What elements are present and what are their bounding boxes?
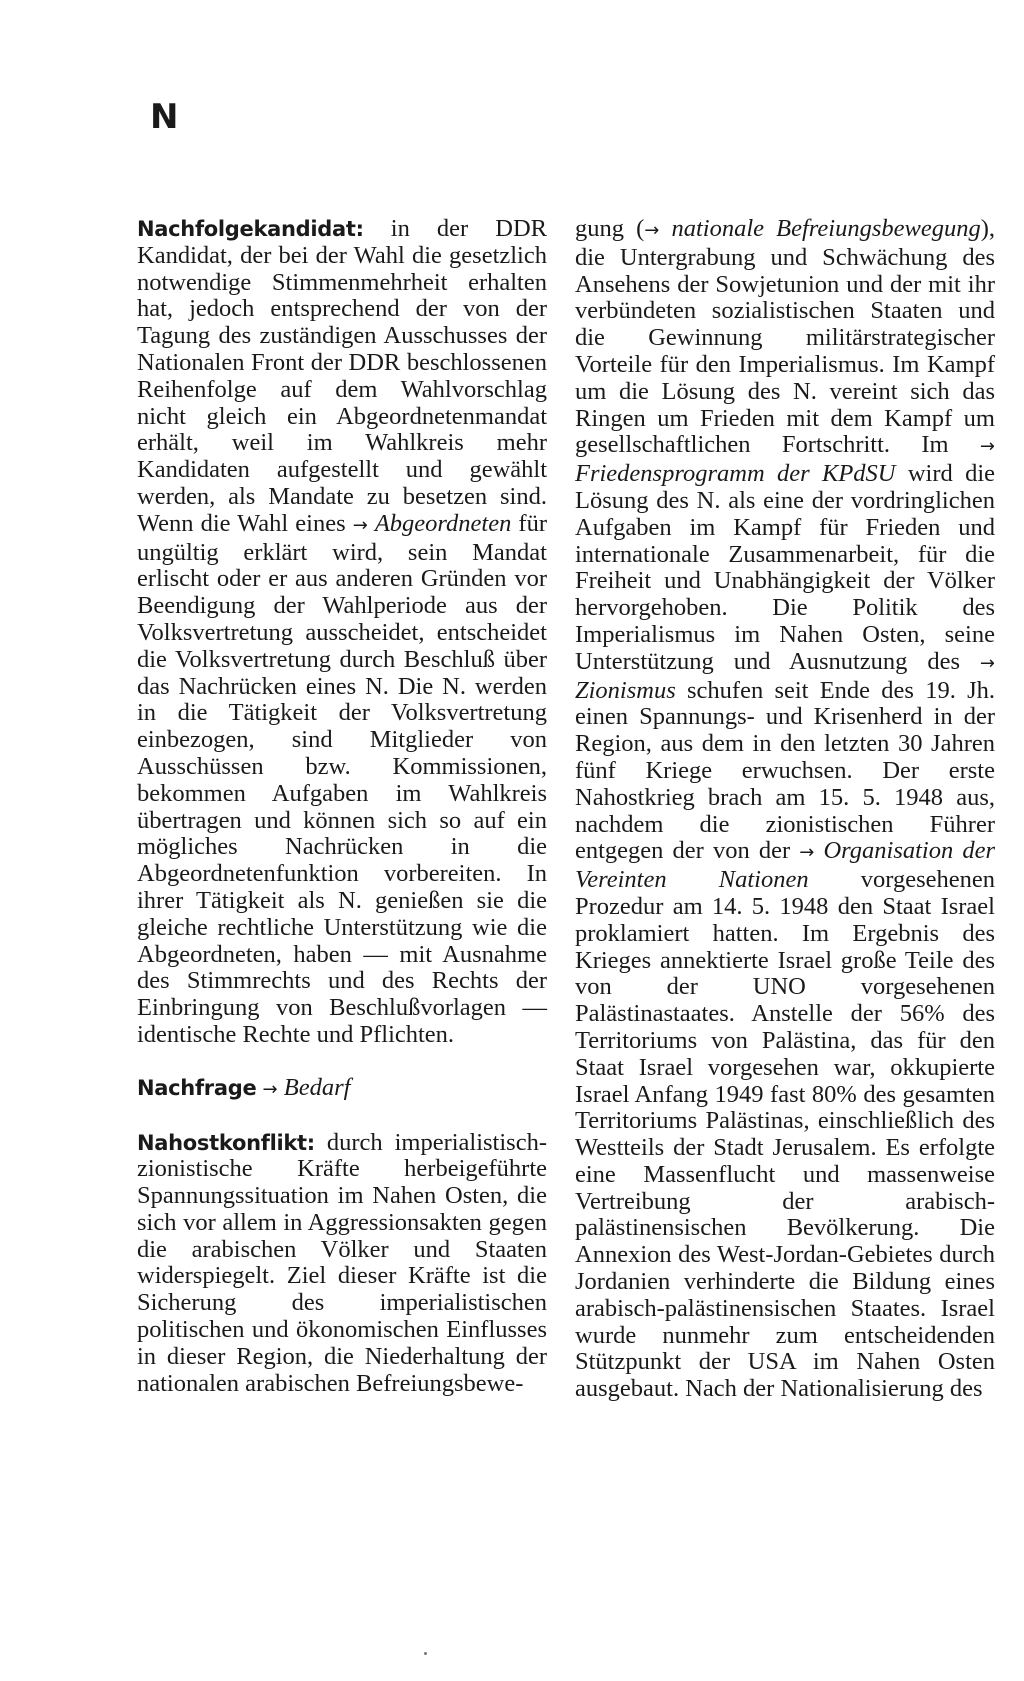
cross-reference-friedensprogramm[interactable]: Friedensprogramm der KPdSU [575, 460, 896, 488]
right-column [575, 216, 995, 1403]
cross-reference-arrow-icon: → [352, 514, 368, 536]
entry-text: in der DDR Kandidat, der bei der Wahl die gesetzlich notwendige Stimmenmehrheit erhalten hat, jedoch entsprechend der von der Tagung des zuständigen Ausschusses der Nationalen Front der DDR beschlossenen Reihenfolge auf dem Wahlvorschlag nicht gleich ein Abgeordnetenmandat erhält, weil im Wahlkreis mehr Kandidaten aufgestellt und gewählt werden, als Mandate zu besetzen sind. Wenn die Wahl eines [137, 215, 547, 537]
entry-nahostkonflikt [137, 1130, 547, 1398]
cross-reference-zionismus[interactable]: Zionismus [575, 676, 676, 704]
cross-reference-uno[interactable]: Organisation der Vereinten Nationen [575, 837, 996, 894]
entry-text: für ungültig erklärt wird, sein Mandat erlischt oder er aus anderen Gründen vor Beendigung der Wahlperiode aus der Volksvertretung ausscheidet, entscheidet die Volksvertretung durch Beschluß über das Nachrücken eines N. Die N. werden in die Tätigkeit der Volksvertretung einbezogen, sind Mitglieder von Ausschüssen bzw. Kommissionen, bekommen Aufgaben im Wahlkreis übertragen und können sich so auf ein mögliches Nachrücken in die Abgeordnetenfunktion vorbereiten. In ihrer Tätigkeit als N. genießen sie die gleiche rechtliche Unterstützung wie die Abgeordneten, haben — mit Ausnahme des Stimmrechts und des Rechts der Einbringung von Beschlußvorlagen — identische Rechte und Pflichten. [137, 509, 547, 1048]
cross-reference-abgeordneten[interactable]: Abgeordneten [374, 509, 512, 537]
scan-speck [424, 1652, 427, 1655]
cross-reference-arrow-icon: → [979, 436, 995, 458]
headword-nachfolgekandidat: Nachfolgekandidat: [137, 217, 364, 241]
entry-text: durch imperialistisch-zionistische Kräfte herbeigeführte Spannungssituation im Nahen Osten, die sich vor allem in Aggressionsakten gegen die arabischen Völker und Staaten widerspiegelt. Ziel dieser Kräfte ist die Sicherung des imperialistischen politischen und ökonomischen Einflusses in dieser Region, die Niederhaltung der nationalen arabischen Befreiungsbewe- [137, 1128, 547, 1397]
cross-reference-bedarf[interactable]: Bedarf [283, 1073, 351, 1101]
entry-text: wird die Lösung des N. als eine der vordringlichen Aufgaben im Kampf für Frieden und internationale Zusammenarbeit, für die Freiheit und Unabhängigkeit der Völker hervorgehoben. Die Politik des Imperialismus im Nahen Osten, seine Unterstützung und Ausnutzung des [575, 460, 996, 675]
entry-nachfolgekandidat [137, 216, 547, 1049]
section-letter: N [150, 97, 179, 137]
cross-reference-arrow-icon: → [262, 1078, 278, 1100]
entry-text: vorgesehenen Prozedur am 14. 5. 1948 den Staat Israel proklamiert hatten. Im Ergebnis des Krieges annektierte Israel große Teile des von der UNO vorgesehenen Palästinastaates. Anstelle der 56% des Territoriums von Palästina, das für den Staat Israel vorgesehen war, okkupierte Israel Anfang 1949 fast 80% des gesamten Territoriums Palästinas, einschließlich des Westteils der Stadt Jerusalem. Es erfolgte eine Massenflucht und massenweise Vertreibung der arabisch-palästinensischen Bevölkerung. Die Annexion des West-Jordan-Gebietes durch Jordanien verhinderte die Bildung eines arabisch-palästinensischen Staates. Israel wurde nunmehr zum entscheidenden Stützpunkt der USA im Nahen Osten ausgebaut. Nach der Nationalisierung des [575, 866, 995, 1403]
headword-nachfrage: Nachfrage [137, 1075, 257, 1100]
entry-text: gung ( [575, 215, 645, 242]
headword-nahostkonflikt: Nahostkonflikt: [137, 1130, 315, 1155]
left-column [137, 216, 547, 1397]
entry-nahostkonflikt-continued [575, 216, 995, 1403]
cross-reference-arrow-icon: → [644, 220, 660, 241]
entry-text: ), die Untergrabung und Schwächung des Ansehens der Sowjetunion und der mit ihr verbündeten sozialistischen Staaten und die Gewinnung militärstrategischer Vorteile für den Imperialismus. Im Kampf um die Lösung des N. vereint sich das Ringen um Frieden mit dem Kampf um gesellschaftlichen Fortschritt. Im [575, 215, 995, 459]
cross-reference-arrow-icon: → [979, 652, 995, 674]
entry-text: schufen seit Ende des 19. Jh. einen Spannungs- und Krisenherd in der Region, aus dem in den letzten 30 Jahren fünf Kriege erwuchsen. Der erste Nahostkrieg brach am 15. 5. 1948 aus, nachdem die zionistischen Führer entgegen der von der [575, 676, 995, 865]
entry-nachfrage [137, 1075, 547, 1104]
cross-reference-nationale-befreiungsbewegung[interactable]: nationale Befreiungsbewegung [671, 215, 981, 242]
cross-reference-arrow-icon: → [799, 842, 815, 864]
